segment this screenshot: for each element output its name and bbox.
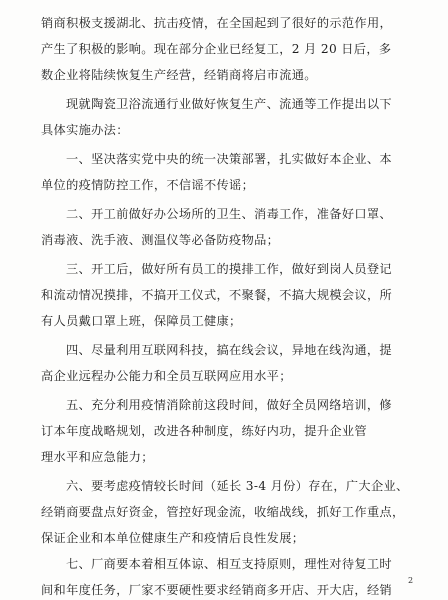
text-line: 有人员戴口罩上班，保障员工健康；	[41, 314, 242, 328]
text-line: 七、厂商要本着相互体谅、相互支持原则，理性对待复工时	[66, 557, 392, 571]
text-line: 现就陶瓷卫浴流通行业做好恢复生产、流通等工作提出以下	[66, 97, 392, 111]
text-line: 四、尽量利用互联网科技，搞在线会议，异地在线沟通，提	[66, 343, 392, 357]
text-line: 经销商要盘点好资金，管控好现金流，收缩战线，抓好工作重点，	[41, 505, 405, 519]
text-line: 数企业将陆续恢复生产经营，经销商将启市流通。	[41, 68, 317, 82]
text-line: 订本年度战略规划，改进各种制度，练好内功，提升企业管	[41, 424, 367, 438]
text-line: 理水平和应急能力；	[41, 450, 154, 464]
text-line: 间和年度任务，厂家不要硬性要求经销商多开店、开大店，经销	[41, 583, 393, 597]
text-line: 具体实施办法：	[41, 123, 129, 137]
text-line: 销商积极支援湖北、抗击疫情，在全国起到了很好的示范作用，	[41, 16, 393, 30]
text-line: 五、充分利用疫情消除前这段时间，做好全员网络培训，修	[66, 398, 392, 412]
text-line: 产生了积极的影响。现在部分企业已经复工，2 月 20 日后，多	[41, 42, 392, 56]
text-line: 二、开工前做好办公场所的卫生、消毒工作，准备好口罩、	[66, 207, 392, 221]
text-line: 三、开工后，做好所有员工的摸排工作，做好到岗人员登记	[66, 262, 392, 276]
page-number: 2	[408, 576, 414, 585]
text-line: 一、坚决落实党中央的统一决策部署，扎实做好本企业、本	[66, 152, 392, 166]
text-line: 六、要考虑疫情较长时间（延长 3-4 月份）存在，广大企业、	[66, 479, 409, 493]
text-line: 单位的疫情防控工作，不信谣不传谣；	[41, 178, 255, 192]
text-line: 保证企业和本单位健康生产和疫情后良性发展；	[41, 531, 305, 545]
text-line: 和流动情况摸排，不搞开工仪式，不聚餐，不搞大规模会议，所	[41, 288, 393, 302]
text-line: 高企业远程办公能力和全员互联网应用水平；	[41, 369, 292, 383]
text-line: 消毒液、洗手液、测温仪等必备防疫物品；	[41, 233, 280, 247]
